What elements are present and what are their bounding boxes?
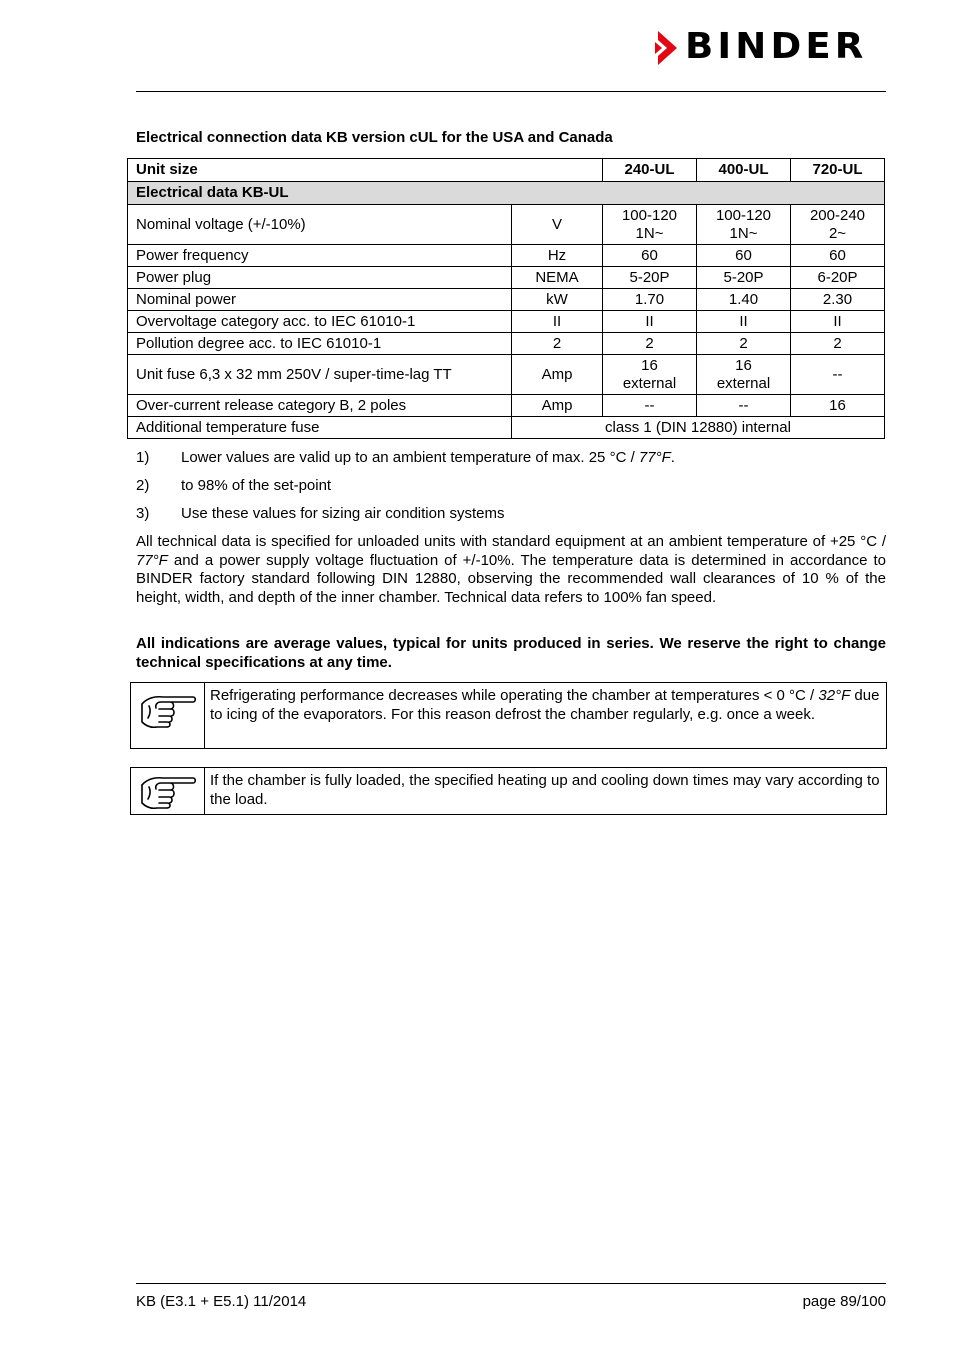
- row-value: 16 external: [603, 355, 697, 395]
- row-unit: kW: [512, 289, 603, 311]
- row-label: Unit fuse 6,3 x 32 mm 250V / super-time-lag TT: [128, 355, 512, 395]
- row-value: 60: [791, 245, 885, 267]
- binder-logo: [655, 26, 887, 67]
- table-row: [128, 417, 885, 439]
- footnotes: [136, 449, 886, 533]
- row-unit: Hz: [512, 245, 603, 267]
- row-value: II: [791, 311, 885, 333]
- footnote: [136, 477, 886, 505]
- pointing-hand-icon: [137, 769, 197, 813]
- footer-document-id: KB (E3.1 + E5.1) 11/2014: [136, 1293, 307, 1310]
- row-label: Nominal voltage (+/-10%): [128, 205, 512, 245]
- row-value: 2: [697, 333, 791, 355]
- logo-arrow-icon: [655, 31, 681, 65]
- section-title: Electrical connection data KB version cUL for the USA and Canada: [136, 129, 613, 146]
- footnote: [136, 505, 886, 533]
- disclaimer-paragraph: All indications are average values, typical for units produced in series. We reserve the right to change technical specifications at any time.: [136, 635, 886, 671]
- row-value: 2.30: [791, 289, 885, 311]
- row-unit: 2: [512, 333, 603, 355]
- row-label: Overvoltage category acc. to IEC 61010-1: [128, 311, 512, 333]
- table-row: [128, 245, 885, 267]
- row-label: Over-current release category B, 2 poles: [128, 395, 512, 417]
- table-row: [128, 205, 885, 245]
- row-value: --: [791, 355, 885, 395]
- footnote-number: 2): [136, 477, 150, 494]
- row-value: 16 external: [697, 355, 791, 395]
- row-unit: Amp: [512, 355, 603, 395]
- row-value: 100-120 1N~: [603, 205, 697, 245]
- row-value: 2: [603, 333, 697, 355]
- col-400-ul: 400-UL: [697, 159, 791, 182]
- row-label: Nominal power: [128, 289, 512, 311]
- row-unit: NEMA: [512, 267, 603, 289]
- row-value: 60: [697, 245, 791, 267]
- table-header-row: [128, 159, 885, 182]
- footnote: [136, 449, 886, 477]
- table-row: [128, 395, 885, 417]
- row-label: Power frequency: [128, 245, 512, 267]
- row-label: Pollution degree acc. to IEC 61010-1: [128, 333, 512, 355]
- col-240-ul: 240-UL: [603, 159, 697, 182]
- row-value: 6-20P: [791, 267, 885, 289]
- table-section-row: [128, 182, 885, 205]
- row-value: 200-240 2~: [791, 205, 885, 245]
- note-icon-cell: [131, 683, 205, 748]
- footnote-text: to 98% of the set-point: [181, 477, 332, 494]
- row-label: Additional temperature fuse: [128, 417, 512, 439]
- row-value: 100-120 1N~: [697, 205, 791, 245]
- note-text: If the chamber is fully loaded, the specified heating up and cooling down times may vary according to the load.: [210, 772, 880, 808]
- footer-rule: [136, 1283, 886, 1284]
- unit-size-label: Unit size: [128, 159, 603, 182]
- table-row: [128, 311, 885, 333]
- note-box-loading: [130, 767, 887, 815]
- note-box-refrigeration: [130, 682, 887, 749]
- technical-data-paragraph: All technical data is specified for unloaded units with standard equipment at an ambient temperature of +25 °C / 77°F and a power supply voltage fluctuation of +/-10%. The temperature data is determined in accordance to BINDER factory standard following DIN 12880, observing the recommended wall clearances of 10 % of the height, width, and depth of the inner chamber. Technical data refers to 100% fan speed.: [136, 533, 886, 606]
- table-row: [128, 267, 885, 289]
- pointing-hand-icon: [137, 688, 197, 732]
- header-rule: [136, 91, 886, 92]
- table-row: [128, 333, 885, 355]
- footnote-text: Use these values for sizing air condition systems: [181, 505, 505, 522]
- row-value: --: [697, 395, 791, 417]
- table-row: [128, 289, 885, 311]
- brand-name: BINDER: [685, 26, 868, 67]
- note-text: Refrigerating performance decreases while operating the chamber at temperatures < 0 °C / 32°F due to icing of the evaporators. For this reason defrost the chamber regularly, e.g. once a week.: [210, 687, 880, 723]
- table-row: [128, 355, 885, 395]
- col-720-ul: 720-UL: [791, 159, 885, 182]
- row-value: 5-20P: [603, 267, 697, 289]
- row-value: 60: [603, 245, 697, 267]
- row-value: --: [603, 395, 697, 417]
- row-value: II: [603, 311, 697, 333]
- footnote-text: Lower values are valid up to an ambient temperature of max. 25 °C / 77°F.: [181, 449, 675, 466]
- row-value: 5-20P: [697, 267, 791, 289]
- row-value: 1.40: [697, 289, 791, 311]
- footnote-number: 1): [136, 449, 150, 466]
- footer-page-number: page 89/100: [802, 1293, 886, 1310]
- row-unit: II: [512, 311, 603, 333]
- electrical-data-table: [127, 158, 885, 439]
- row-value: II: [697, 311, 791, 333]
- row-value: 16: [791, 395, 885, 417]
- row-unit: V: [512, 205, 603, 245]
- row-label: Power plug: [128, 267, 512, 289]
- footnote-number: 3): [136, 505, 150, 522]
- row-merged-value: class 1 (DIN 12880) internal: [512, 417, 885, 439]
- row-value: 1.70: [603, 289, 697, 311]
- row-unit: Amp: [512, 395, 603, 417]
- section-label: Electrical data KB-UL: [128, 182, 885, 205]
- note-icon-cell: [131, 768, 205, 814]
- row-value: 2: [791, 333, 885, 355]
